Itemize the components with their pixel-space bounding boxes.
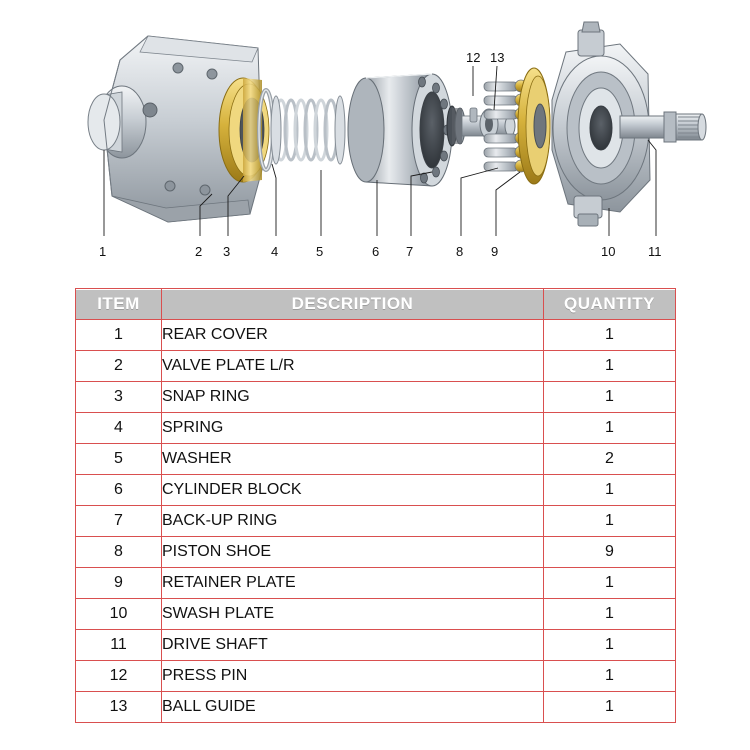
cell-item: 6 bbox=[76, 475, 162, 506]
cell-quantity: 1 bbox=[544, 475, 676, 506]
callout-13: 13 bbox=[490, 50, 505, 65]
leader-label-1: 1 bbox=[99, 244, 107, 259]
table-row bbox=[76, 351, 676, 382]
leader-label-3: 3 bbox=[223, 244, 231, 259]
column-header-quantity-label: QUANTITY bbox=[544, 290, 675, 319]
cell-quantity: 2 bbox=[544, 444, 676, 475]
table-header-row bbox=[76, 289, 676, 320]
table-row bbox=[76, 475, 676, 506]
parts-table bbox=[75, 288, 676, 723]
cell-item: 13 bbox=[76, 692, 162, 723]
table-row bbox=[76, 692, 676, 723]
cell-quantity: 1 bbox=[544, 413, 676, 444]
leader-label-4: 4 bbox=[271, 244, 279, 259]
table-header bbox=[76, 289, 676, 320]
column-header-quantity bbox=[544, 289, 676, 320]
cell-item: 11 bbox=[76, 630, 162, 661]
cell-item: 9 bbox=[76, 568, 162, 599]
table-row bbox=[76, 320, 676, 351]
cell-quantity: 1 bbox=[544, 692, 676, 723]
cell-item: 3 bbox=[76, 382, 162, 413]
cell-quantity: 1 bbox=[544, 506, 676, 537]
cell-description: BACK-UP RING bbox=[162, 506, 544, 537]
cell-description: REAR COVER bbox=[162, 320, 544, 351]
table-row bbox=[76, 413, 676, 444]
table-row bbox=[76, 537, 676, 568]
table-row bbox=[76, 661, 676, 692]
part-cylinder-block bbox=[348, 74, 452, 186]
cell-description: SNAP RING bbox=[162, 382, 544, 413]
cell-item: 1 bbox=[76, 320, 162, 351]
exploded-parts-diagram bbox=[0, 0, 750, 280]
leader-label-11: 11 bbox=[648, 244, 662, 259]
table-row bbox=[76, 444, 676, 475]
table-row bbox=[76, 568, 676, 599]
cell-quantity: 1 bbox=[544, 630, 676, 661]
cell-item: 2 bbox=[76, 351, 162, 382]
cell-item: 12 bbox=[76, 661, 162, 692]
leader-label-9: 9 bbox=[491, 244, 499, 259]
cell-description: BALL GUIDE bbox=[162, 692, 544, 723]
leader-label-10: 10 bbox=[601, 244, 616, 259]
cell-quantity: 9 bbox=[544, 537, 676, 568]
cell-description: RETAINER PLATE bbox=[162, 568, 544, 599]
cell-description: DRIVE SHAFT bbox=[162, 630, 544, 661]
cell-description: WASHER bbox=[162, 444, 544, 475]
column-header-item-label: ITEM bbox=[76, 290, 161, 319]
cell-item: 8 bbox=[76, 537, 162, 568]
column-header-description bbox=[162, 289, 544, 320]
cell-item: 10 bbox=[76, 599, 162, 630]
callout-12: 12 bbox=[466, 50, 481, 65]
leader-label-6: 6 bbox=[372, 244, 380, 259]
table-row bbox=[76, 382, 676, 413]
leader-label-8: 8 bbox=[456, 244, 464, 259]
part-drive-shaft bbox=[620, 112, 706, 142]
leader-label-5: 5 bbox=[316, 244, 324, 259]
cell-item: 4 bbox=[76, 413, 162, 444]
cell-description: VALVE PLATE L/R bbox=[162, 351, 544, 382]
cell-description: PISTON SHOE bbox=[162, 537, 544, 568]
part-retainer-plate bbox=[518, 68, 550, 184]
cell-description: SPRING bbox=[162, 413, 544, 444]
cell-quantity: 1 bbox=[544, 661, 676, 692]
leader-label-2: 2 bbox=[195, 244, 203, 259]
cell-description: PRESS PIN bbox=[162, 661, 544, 692]
cell-quantity: 1 bbox=[544, 568, 676, 599]
cell-description: CYLINDER BLOCK bbox=[162, 475, 544, 506]
leader-label-7: 7 bbox=[406, 244, 414, 259]
cell-quantity: 1 bbox=[544, 320, 676, 351]
diagram-svg bbox=[0, 0, 750, 280]
cell-quantity: 1 bbox=[544, 351, 676, 382]
part-press-pin bbox=[470, 108, 477, 122]
cell-item: 7 bbox=[76, 506, 162, 537]
table-row bbox=[76, 630, 676, 661]
cell-quantity: 1 bbox=[544, 382, 676, 413]
column-header-description-label: DESCRIPTION bbox=[162, 290, 543, 319]
table-row bbox=[76, 599, 676, 630]
part-spring bbox=[275, 100, 337, 160]
column-header-item bbox=[76, 289, 162, 320]
table-body bbox=[76, 320, 676, 723]
cell-description: SWASH PLATE bbox=[162, 599, 544, 630]
cell-item: 5 bbox=[76, 444, 162, 475]
cell-quantity: 1 bbox=[544, 599, 676, 630]
table-row bbox=[76, 506, 676, 537]
